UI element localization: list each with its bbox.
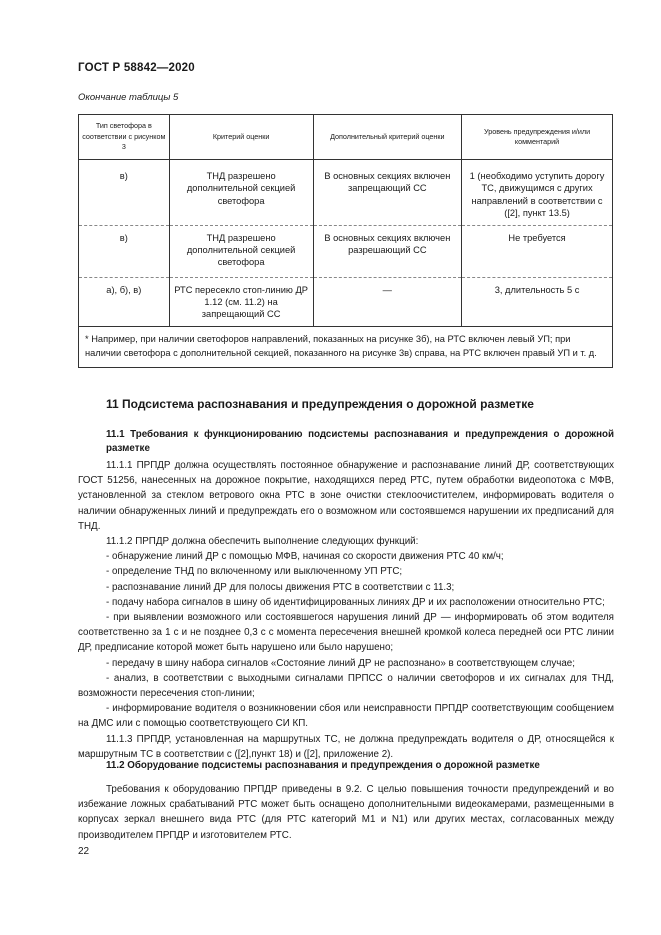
table-header-row — [79, 115, 613, 160]
list-item: - распознавание линий ДР для полосы движения РТС в соответствии с 11.3; — [106, 581, 455, 593]
table-cell: — — [313, 277, 462, 326]
table-cell: РТС пересекло стоп-линию ДР 1.12 (см. 11.2) на запрещающий СС — [169, 277, 313, 326]
list-item: - подачу набора сигналов в шину об идентифицированных линиях ДР и их расположении относительно РТС; — [106, 596, 605, 608]
section-title: 11 Подсистема распознавания и предупреждения о дорожной разметке — [106, 397, 534, 411]
table-footnote-row — [79, 326, 613, 368]
paragraph: 11.1.3 ПРПДР, установленная на маршрутных ТС, не должна предупреждать водителя о ДР, относящейся к маршрутным ТС в соответствии с ([2],пункт 18) и ([2], приложение 2). — [78, 733, 614, 760]
table-cell: Не требуется — [462, 225, 613, 277]
table-footnote: * Например, при наличии светофоров направлений, показанных на рисунке 3б), на РТС включен левый УП; при наличии светофора с дополнительной секцией, показанного на рисунке 3в) справа, на РТС включен правый УП и т. д. — [79, 326, 613, 368]
document-code: ГОСТ Р 58842—2020 — [78, 62, 195, 74]
list-item: - передачу в шину набора сигналов «Состояние линий ДР не распознано» в соответствующем случае; — [106, 657, 575, 669]
table-header-cell: Уровень предупреждения и/или комментарий — [462, 115, 613, 160]
table-row — [79, 160, 613, 226]
list-item: - информирование водителя о возникновении сбоя или неисправности ПРПДР соответствующим сообщением на ДМС или с помощью соответствующего СИ КП. — [78, 703, 614, 730]
table-cell: В основных секциях включен запрещающий СС — [313, 160, 462, 226]
table-cell: 1 (необходимо уступить дорогу ТС, движущимся с других направлений в соответствии с ([2], пункт 13.5) — [462, 160, 613, 226]
table-cell: ТНД разрешено дополнительной секцией светофора — [169, 160, 313, 226]
table-cell: в) — [79, 225, 170, 277]
section-body — [78, 782, 614, 843]
page-number: 22 — [78, 846, 90, 857]
paragraph: 11.1.2 ПРПДР должна обеспечить выполнение следующих функций: — [106, 536, 419, 548]
list-item: - при выявлении возможного или состоявшегося нарушения линий ДР — информировать об этом водителя соответственно за 1 с и не позднее 0,3 с с момента пересечения внешней кромкой колеса передней оси РТС линии ДР, предписание которой может быть нарушено или было нарушено; — [78, 612, 614, 654]
table-cell: а), б), в) — [79, 277, 170, 326]
table-cell: ТНД разрешено дополнительной секцией светофора — [169, 225, 313, 277]
subsection-title: 11.2 Оборудование подсистемы распознавания и предупреждения о дорожной разметке — [106, 760, 540, 771]
table-header-cell: Дополнительный критерий оценки — [313, 115, 462, 160]
paragraph: 11.1.1 ПРПДР должна осуществлять постоянное обнаружение и распознавание линий ДР, соответствующих ГОСТ 51256, нанесенных на дорожное покрытие, находящихся перед РТС, путем обработки видеопотока с МФВ, установленной за стеклом ветрового окна РТС в зоне очистки стеклоочистителем, информировать водителя о наличии обнаруженных линий и предупреждать его о возможном или состоявшемся нарушении их предписаний для ТНД. — [78, 460, 614, 532]
table-cell: 3, длительность 5 с — [462, 277, 613, 326]
list-item: - определение ТНД по включенному или выключенному УП РТС; — [106, 566, 403, 578]
table-cell: в) — [79, 160, 170, 226]
table-cell: В основных секциях включен разрешающий СС — [313, 225, 462, 277]
list-item: - анализ, в соответствии с выходными сигналами ПРПСС о наличии светофоров и их сигналах для ТНД, возможности пересечения стоп-линии; — [78, 672, 614, 700]
criteria-table — [78, 114, 613, 368]
table-header-cell: Критерий оценки — [169, 115, 313, 160]
subsection-title: 11.1 Требования к функционированию подсистемы распознавания и предупреждения о дорожной разметке — [106, 429, 614, 454]
table-caption: Окончание таблицы 5 — [78, 92, 179, 103]
paragraph: Требования к оборудованию ПРПДР приведены в 9.2. С целью повышения точности предупреждений и во избежание ложных срабатываний РТС может быть оснащено дополнительными видеокамерами, размещенными в корпусах зеркал внешнего вида РТС (для РТС категорий M1 и N1) или других местах, согласованных между производителем ПРПДР и изготовителем РТС. — [78, 784, 614, 841]
list-item: - обнаружение линий ДР с помощью МФВ, начиная со скорости движения РТС 40 км/ч; — [106, 551, 504, 563]
table-row — [79, 225, 613, 277]
table-row — [79, 277, 613, 326]
table-header-cell: Тип светофора в соответствии с рисунком 3 — [79, 115, 170, 160]
section-body — [78, 458, 614, 762]
